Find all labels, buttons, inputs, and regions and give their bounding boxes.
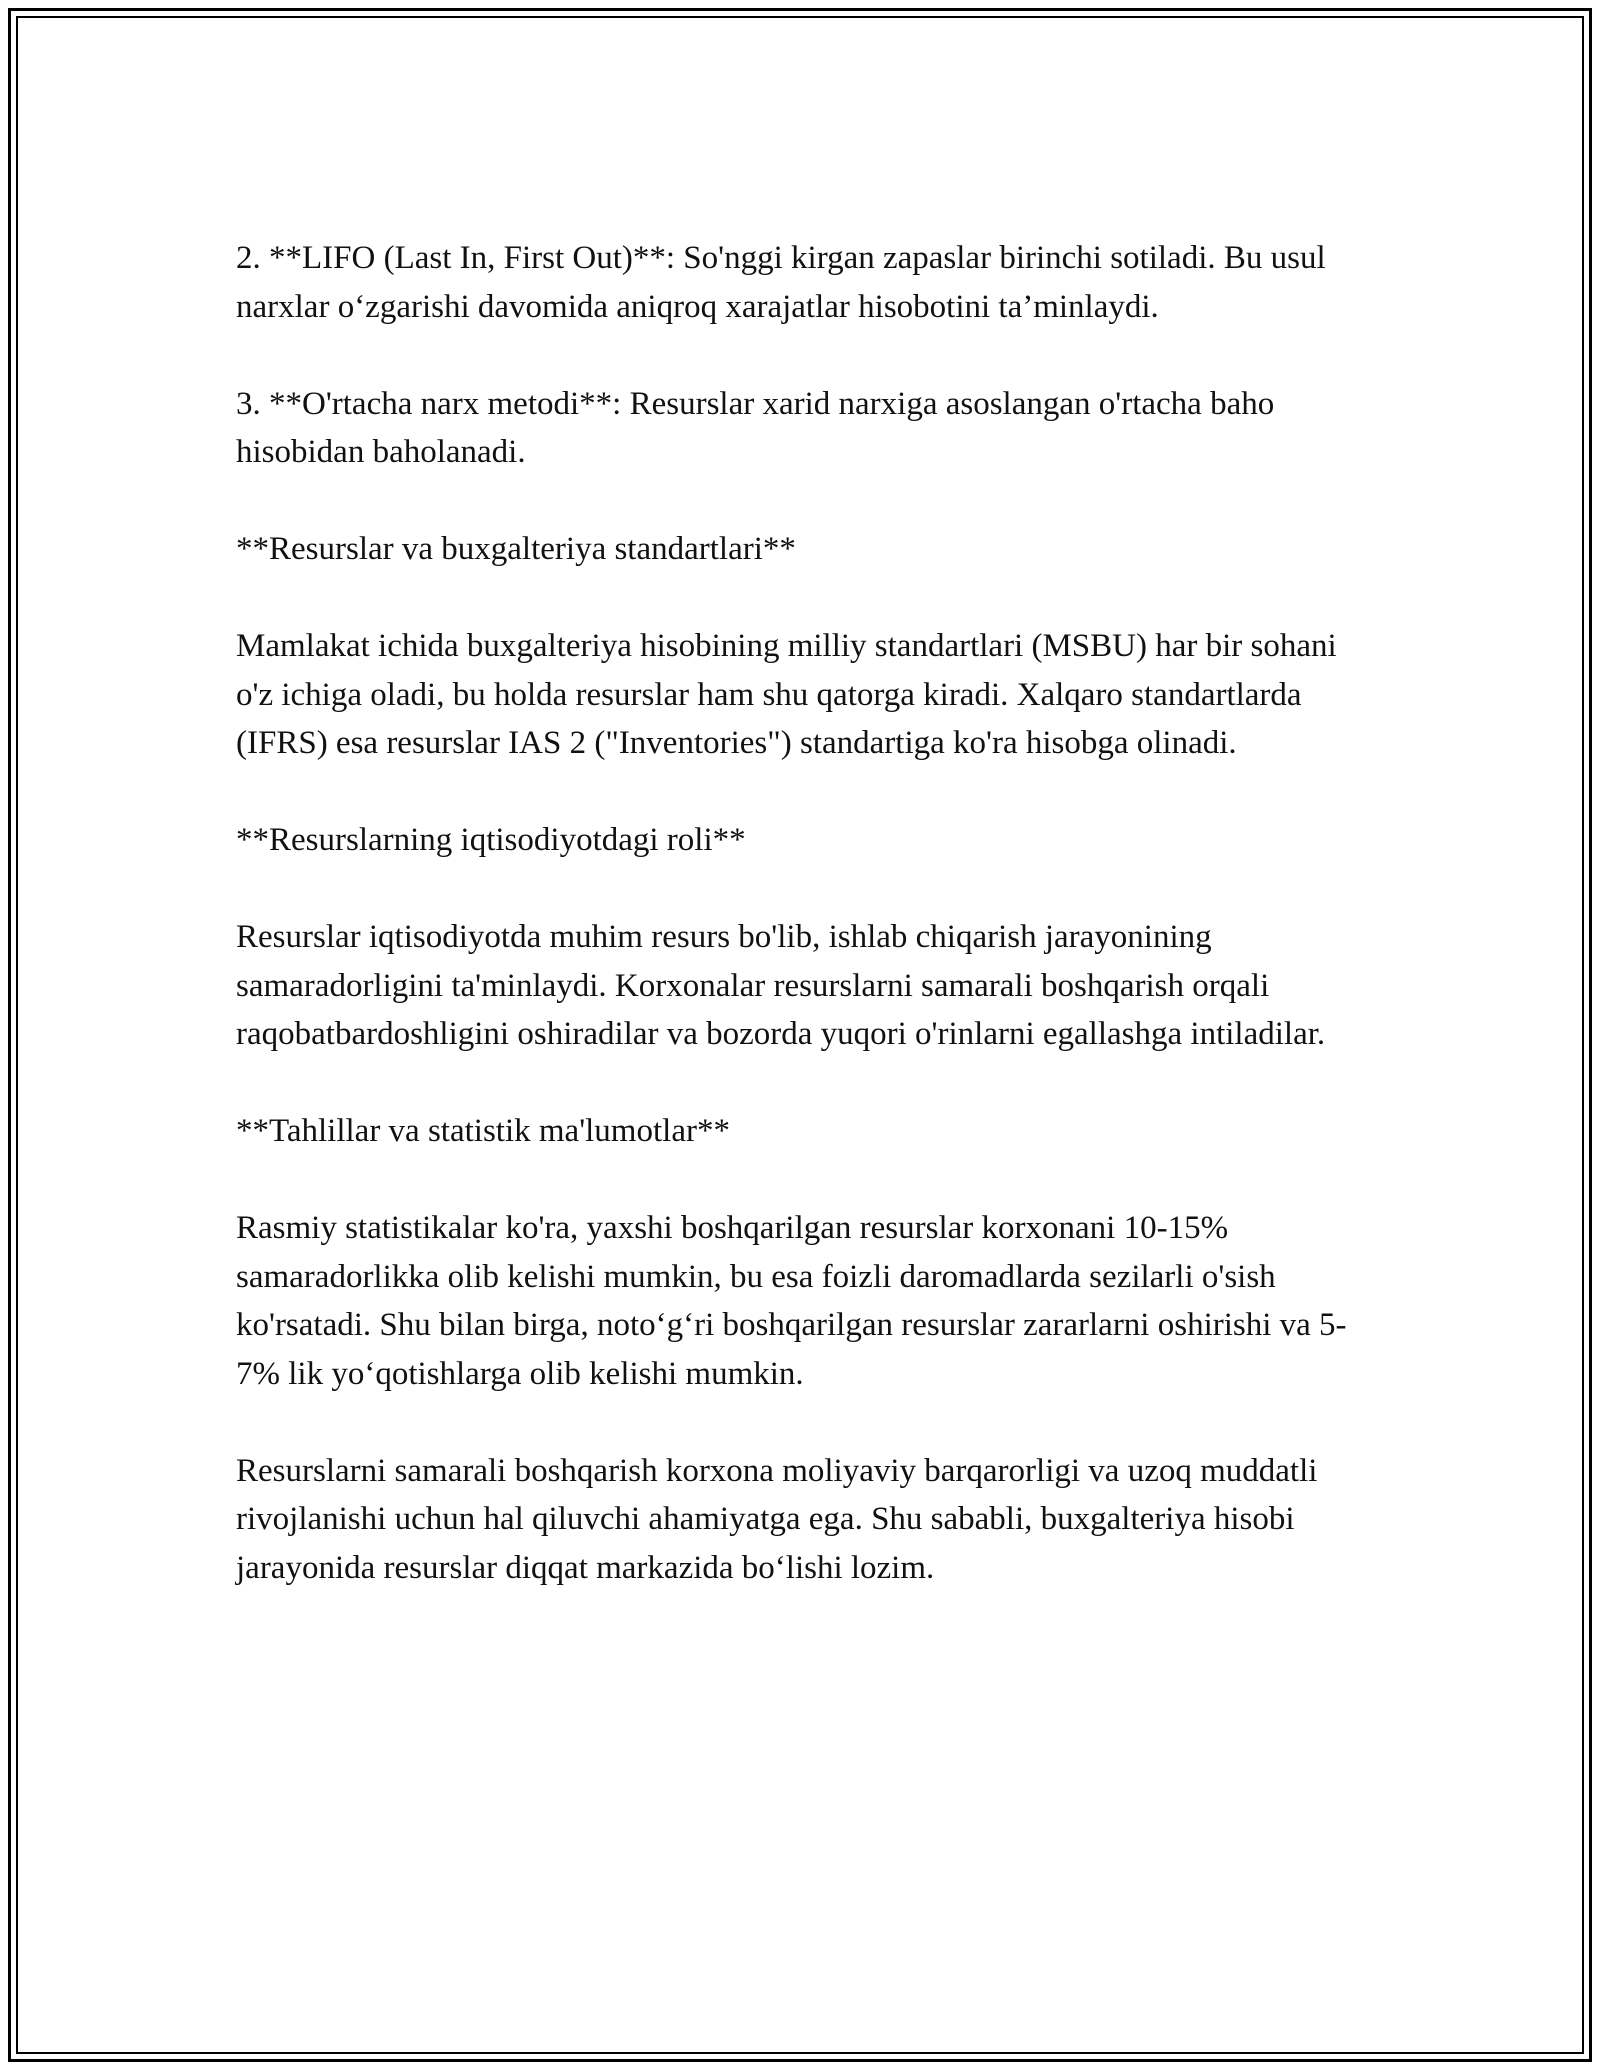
heading-statistics: **Tahlillar va statistik ma'lumotlar** xyxy=(236,1113,730,1149)
heading-economic-role: **Resurslarning iqtisodiyotdagi roli** xyxy=(236,822,746,858)
paragraph-accounting-standards: Mamlakat ichida buxgalteriya hisobining milliy standartlari (MSBU) har bir sohani o'z ichiga oladi, bu holda resurslar ham shu qatorga kiradi. Xalqaro standartlarda (IFRS) esa resurslar IAS 2 ("Inventories") standartiga ko'ra hisobga olinadi. xyxy=(236,628,1337,761)
paragraph-average-price-method: 3. **O'rtacha narx metodi**: Resurslar xarid narxiga asoslangan o'rtacha baho hisobidan baholanadi. xyxy=(236,385,1275,470)
paragraph-statistics: Rasmiy statistikalar ko'ra, yaxshi boshqarilgan resurslar korxonani 10-15% samaradorlikka olib kelishi mumkin, bu esa foizli daromadlarda sezilarli o'sish ko'rsatadi. Shu bilan birga, noto‘g‘ri boshqarilgan resurslar zararlarni oshirishi va 5-7% lik yo‘qotishlarga olib kelishi mumkin. xyxy=(236,1210,1347,1392)
paragraph-conclusion: Resurslarni samarali boshqarish korxona moliyaviy barqarorligi va uzoq muddatli rivojlanishi uchun hal qiluvchi ahamiyatga ega. Shu sababli, buxgalteriya hisobi jarayonida resurslar diqqat markazida bo‘lishi lozim. xyxy=(236,1452,1318,1586)
paragraph-lifo-method: 2. **LIFO (Last In, First Out)**: So'nggi kirgan zapaslar birinchi sotiladi. Bu usul narxlar o‘zgarishi davomida aniqroq xarajatlar hisobotini ta’minlaydi. xyxy=(236,240,1326,325)
heading-accounting-standards: **Resurslar va buxgalteriya standartlari** xyxy=(236,531,796,567)
document-body xyxy=(236,234,1376,1641)
paragraph-economic-role: Resurslar iqtisodiyotda muhim resurs bo'lib, ishlab chiqarish jarayonining samaradorligini ta'minlaydi. Korxonalar resurslarni samarali boshqarish orqali raqobatbardoshligini oshiradilar va bozorda yuqori o'rinlarni egallashga intiladilar. xyxy=(236,919,1326,1052)
